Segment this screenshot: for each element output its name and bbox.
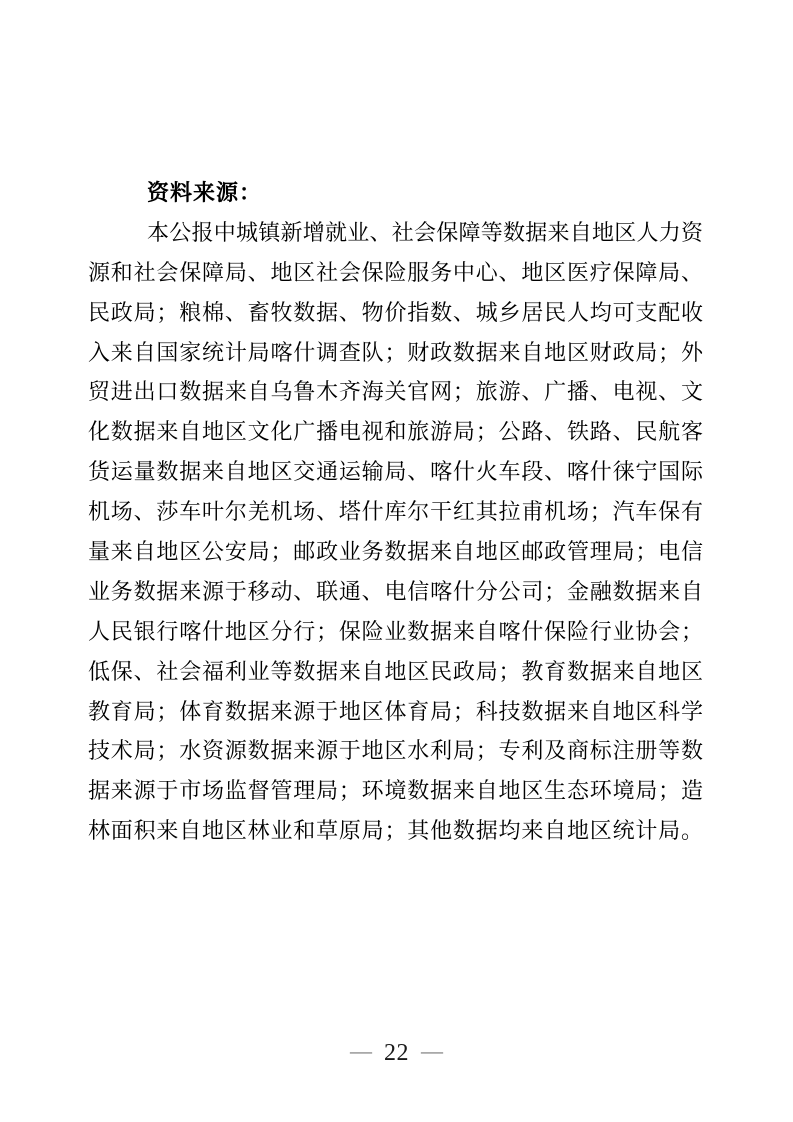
paragraph-line: 民政局；粮棉、畜牧数据、物价指数、城乡居民人均可支配收	[88, 300, 703, 326]
paragraph-line: 业务数据来源于移动、联通、电信喀什分公司；金融数据来自	[88, 579, 703, 605]
page-content	[88, 174, 703, 852]
paragraph-line: 教育局；体育数据来源于地区体育局；科技数据来自地区科学	[88, 699, 703, 725]
paragraph-line: 人民银行喀什地区分行；保险业数据来自喀什保险行业协会；	[88, 619, 703, 645]
paragraph-line: 据来源于市场监督管理局；环境数据来自地区生态环境局；造	[88, 779, 703, 805]
paragraph-line: 量来自地区公安局；邮政业务数据来自地区邮政管理局；电信	[88, 540, 703, 566]
footer-right-dash: —	[421, 1038, 443, 1063]
page-footer	[0, 1038, 793, 1068]
paragraph-line: 源和社会保障局、地区社会保险服务中心、地区医疗保障局、	[88, 260, 703, 286]
paragraph-line: 本公报中城镇新增就业、社会保障等数据来自地区人力资	[147, 220, 703, 246]
section-heading: 资料来源：	[147, 181, 263, 206]
body-paragraph	[88, 214, 703, 852]
paragraph-line: 林面积来自地区林业和草原局；其他数据均来自地区统计局。	[88, 819, 703, 845]
paragraph-line: 技术局；水资源数据来源于地区水利局；专利及商标注册等数	[88, 739, 703, 765]
footer-left-dash: —	[350, 1038, 372, 1063]
paragraph-line: 入来自国家统计局喀什调查队；财政数据来自地区财政局；外	[88, 340, 703, 366]
paragraph-line: 机场、莎车叶尔羌机场、塔什库尔干红其拉甫机场；汽车保有	[88, 500, 703, 526]
page-number: 22	[384, 1040, 409, 1066]
paragraph-line: 贸进出口数据来自乌鲁木齐海关官网；旅游、广播、电视、文	[88, 380, 703, 406]
paragraph-line: 化数据来自地区文化广播电视和旅游局；公路、铁路、民航客	[88, 420, 703, 446]
paragraph-line: 货运量数据来自地区交通运输局、喀什火车段、喀什徕宁国际	[88, 460, 703, 486]
paragraph-line: 低保、社会福利业等数据来自地区民政局；教育数据来自地区	[88, 659, 703, 685]
